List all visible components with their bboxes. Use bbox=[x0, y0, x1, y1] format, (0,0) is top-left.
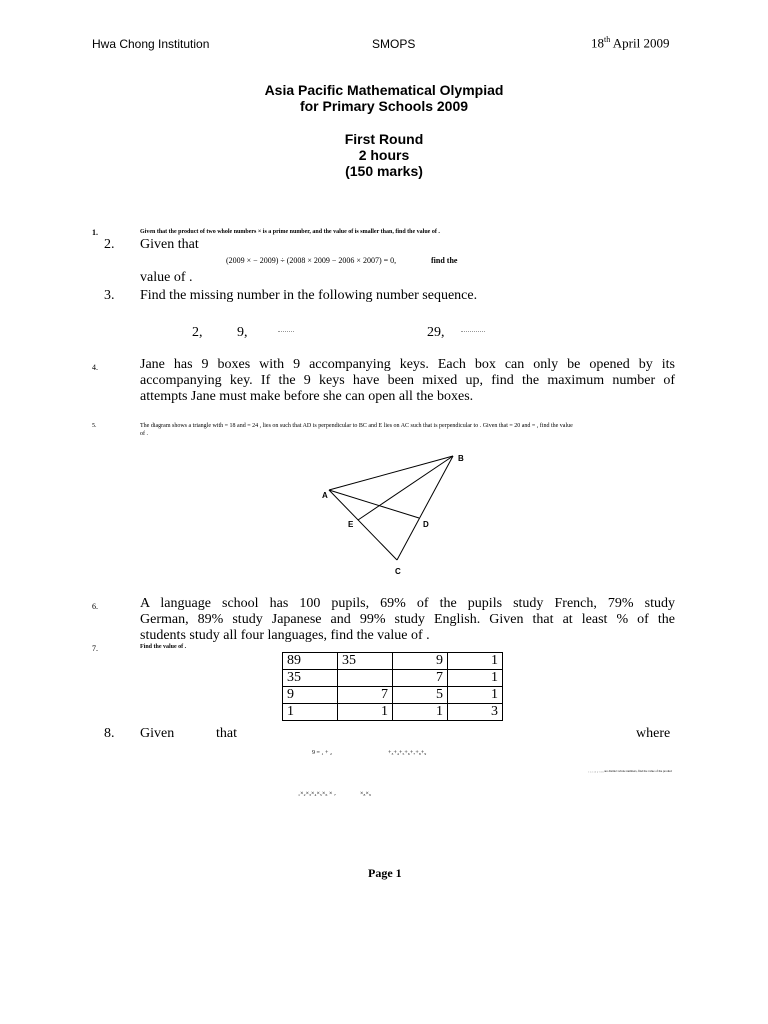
grid-cell: 1 bbox=[448, 687, 503, 704]
title-line-2: for Primary Schools 2009 bbox=[299, 98, 469, 114]
grid-cell: 1 bbox=[448, 670, 503, 687]
label-b: B bbox=[458, 454, 464, 463]
grid-cell bbox=[338, 670, 393, 687]
q6-line-2: German, 89% study Japanese and 99% study English. Given that at least % of the bbox=[140, 612, 675, 627]
header-date: 18th April 2009 bbox=[591, 35, 670, 51]
grid-row-4 bbox=[283, 704, 503, 721]
q5-number: 5. bbox=[92, 423, 97, 429]
q2-find-the: find the bbox=[431, 256, 458, 265]
grid-cell: 1 bbox=[338, 704, 393, 721]
marks-label: (150 marks) bbox=[345, 163, 423, 179]
header-institution: Hwa Chong Institution bbox=[92, 37, 210, 51]
header-competition: SMOPS bbox=[372, 37, 416, 51]
grid-cell: 9 bbox=[393, 653, 448, 670]
segment-bc bbox=[397, 456, 453, 560]
duration-label: 2 hours bbox=[358, 147, 410, 163]
q1-number: 1. bbox=[92, 228, 98, 237]
triangle-diagram bbox=[310, 448, 480, 578]
round-label: First Round bbox=[344, 131, 424, 147]
grid-row-3 bbox=[283, 687, 503, 704]
q2-text-b: value of . bbox=[140, 270, 193, 285]
grid-cell: 1 bbox=[448, 653, 503, 670]
q6-line-3: students study all four languages, find the value of . bbox=[140, 628, 430, 643]
q3-seq-blank-1 bbox=[278, 331, 294, 334]
grid-row-2 bbox=[283, 670, 503, 687]
q7-text: Find the value of . bbox=[140, 644, 187, 650]
q8-equation-3: ₁×₂×₃×₄×₅×₆ × ₇ bbox=[298, 791, 336, 797]
q8-equation-2: ₁ ₂ ₃ ₄ ₅ ₆ ₇ ₈ ₉ are distinct whole numbers, find the value of the product bbox=[588, 769, 673, 773]
grid-cell: 9 bbox=[283, 687, 338, 704]
q2-equation: (2009 × − 2009) ÷ (2008 × 2009 − 2006 × 2007) = 0, bbox=[226, 256, 397, 265]
q3-text: Find the missing number in the following number sequence. bbox=[140, 288, 478, 303]
label-a: A bbox=[322, 491, 328, 500]
q4-line-2: accompanying key. If the 9 keys have been mixed up, find the maximum number of bbox=[140, 373, 675, 388]
q5-text-line-2: of . bbox=[140, 431, 148, 437]
q4-number: 4. bbox=[92, 363, 98, 372]
q8-where: where bbox=[636, 726, 671, 741]
grid-cell: 1 bbox=[283, 704, 338, 721]
page-number: Page 1 bbox=[368, 866, 402, 880]
q3-seq-blank-2 bbox=[461, 331, 485, 334]
q8-given: Given bbox=[140, 726, 175, 741]
q3-seq-term-1: 2, bbox=[192, 325, 203, 340]
grid-cell: 1 bbox=[393, 704, 448, 721]
label-e: E bbox=[348, 520, 354, 529]
q4-line-3: attempts Jane must make before she can open all the boxes. bbox=[140, 389, 474, 404]
q4-text bbox=[140, 357, 675, 405]
q2-text-a: Given that bbox=[140, 237, 199, 252]
q8-equation-3b: ×₈×₉ bbox=[360, 791, 371, 797]
q3-seq-term-2: 9, bbox=[237, 325, 248, 340]
title-line-1: Asia Pacific Mathematical Olympiad bbox=[264, 82, 504, 98]
q8-equation-1b: +₃+₄+₅+₆+₇+₈+₉ bbox=[388, 750, 427, 756]
q5-text-line-1: The diagram shows a triangle with = 18 and = 24 , lies on such that AD is perpendicular to BC and E lies on AC such that is perpendicular to . Given that = 20 and = , find the value bbox=[140, 423, 573, 429]
grid-cell: 89 bbox=[283, 653, 338, 670]
q3-number: 3. bbox=[104, 288, 115, 303]
q7-number: 7. bbox=[92, 644, 98, 653]
q8-that: that bbox=[216, 726, 237, 741]
segment-ab bbox=[329, 456, 453, 490]
q6-number: 6. bbox=[92, 602, 98, 611]
q6-line-1: A language school has 100 pupils, 69% of the pupils study French, 79% study bbox=[140, 596, 675, 611]
grid-cell: 3 bbox=[448, 704, 503, 721]
grid-cell: 7 bbox=[338, 687, 393, 704]
q8-number: 8. bbox=[104, 726, 115, 741]
q7-grid bbox=[282, 652, 503, 721]
grid-cell: 35 bbox=[283, 670, 338, 687]
q1-text: Given that the product of two whole numbers × is a prime number, and the value of is smaller than, find the value of . bbox=[140, 229, 440, 235]
label-d: D bbox=[423, 520, 429, 529]
label-c: C bbox=[395, 567, 401, 576]
q4-line-1: Jane has 9 boxes with 9 accompanying keys. Each box can only be opened by its bbox=[140, 357, 675, 372]
q8-equation-1: 9 = ₁ + ₂ bbox=[312, 750, 332, 756]
q6-text bbox=[140, 596, 675, 644]
grid-cell: 35 bbox=[338, 653, 393, 670]
grid-row-1 bbox=[283, 653, 503, 670]
q2-number: 2. bbox=[104, 237, 115, 252]
q3-seq-term-3: 29, bbox=[427, 325, 445, 340]
grid-cell: 7 bbox=[393, 670, 448, 687]
grid-cell: 5 bbox=[393, 687, 448, 704]
segment-be bbox=[358, 456, 453, 520]
